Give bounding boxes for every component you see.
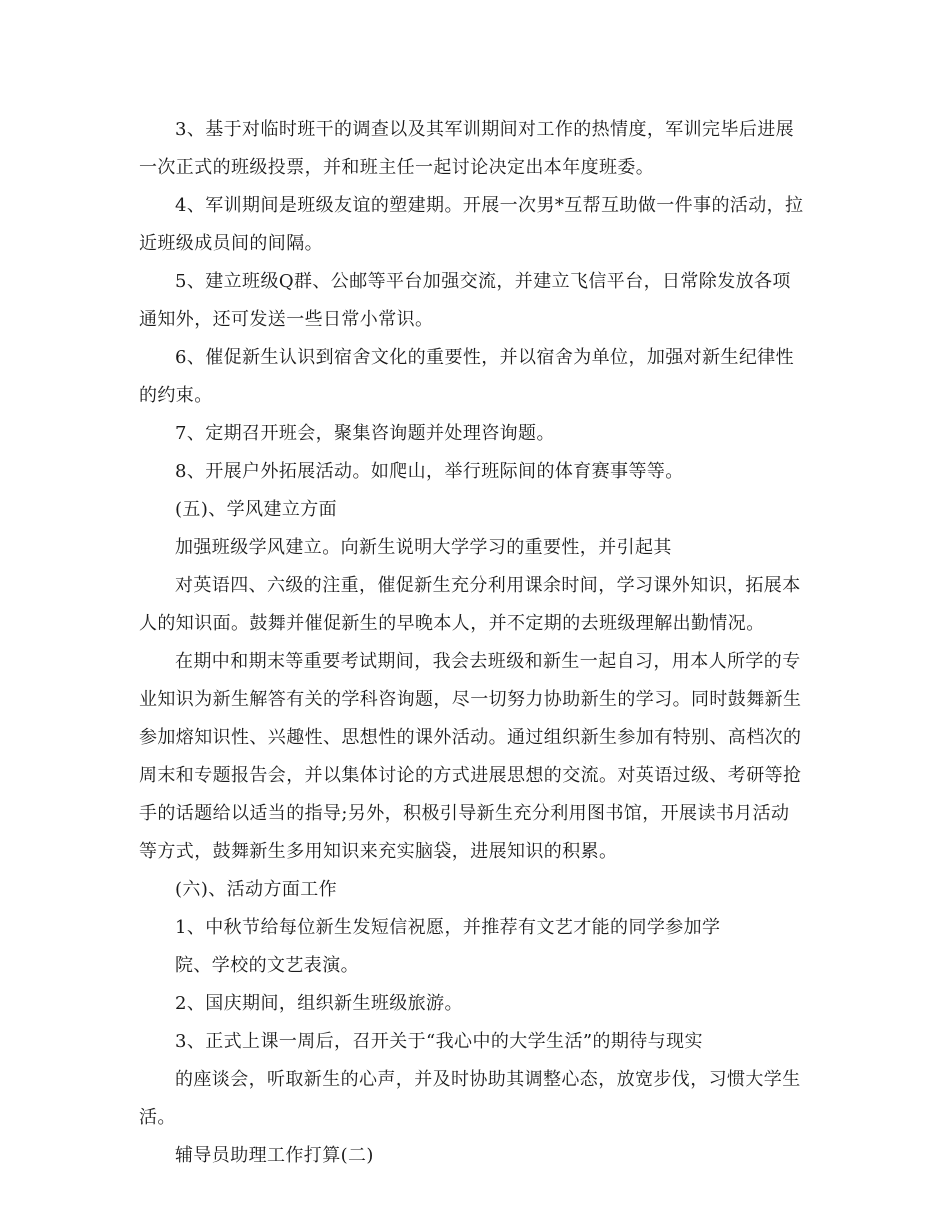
- paragraph-line: 的约束。: [139, 385, 213, 406]
- paragraph-line: 在期中和期末等重要考试期间，我会去班级和新生一起自习，用本人所学的专: [175, 651, 801, 672]
- paragraph-line: 8、开展户外拓展活动。如爬山，举行班际间的体育赛事等等。: [175, 461, 684, 482]
- paragraph-line: 1、中秋节给每位新生发短信祝愿，并推荐有文艺才能的同学参加学: [175, 917, 721, 938]
- paragraph-line: 一次正式的班级投票，并和班主任一起讨论决定出本年度班委。: [139, 157, 655, 178]
- paragraph-line: 等方式，鼓舞新生多用知识来充实脑袋，进展知识的积累。: [139, 841, 618, 862]
- section-title: 辅导员助理工作打算(二): [175, 1145, 374, 1166]
- paragraph-line: 3、正式上课一周后，召开关于“我心中的大学生活”的期待与现实: [175, 1031, 703, 1052]
- paragraph-line: 5、建立班级Q群、公邮等平台加强交流，并建立飞信平台，日常除发放各项: [175, 271, 791, 292]
- paragraph-line: 活。: [139, 1107, 176, 1128]
- paragraph-line: 7、定期召开班会，聚集咨询题并处理咨询题。: [175, 423, 555, 444]
- paragraph-line: 对英语四、六级的注重，催促新生充分利用课余时间，学习课外知识，拓展本: [175, 575, 801, 596]
- paragraph-line: 3、基于对临时班干的调查以及其军训期间对工作的热情度，军训完毕后进展: [175, 119, 795, 140]
- paragraph-line: 近班级成员间的间隔。: [139, 233, 323, 254]
- paragraph-line: 通知外，还可发送一些日常小常识。: [139, 309, 434, 330]
- paragraph-line: 加强班级学风建立。向新生说明大学学习的重要性，并引起其: [175, 537, 672, 558]
- paragraph-line: 手的话题给以适当的指导;另外，积极引导新生充分利用图书馆，开展读书月活动: [139, 803, 790, 824]
- section-heading: (五)、学风建立方面: [175, 499, 338, 520]
- paragraph-line: 参加熔知识性、兴趣性、思想性的课外活动。通过组织新生参加有特别、高档次的: [139, 727, 802, 748]
- paragraph-line: 院、学校的文艺表演。: [175, 955, 359, 976]
- paragraph-line: 人的知识面。鼓舞并催促新生的早晚本人，并不定期的去班级理解出勤情况。: [139, 613, 765, 634]
- paragraph-line: 6、催促新生认识到宿舍文化的重要性，并以宿舍为单位，加强对新生纪律性: [175, 347, 795, 368]
- paragraph-line: 4、军训期间是班级友谊的塑建期。开展一次男*互帮互助做一件事的活动，拉: [175, 195, 804, 216]
- paragraph-line: 2、国庆期间，组织新生班级旅游。: [175, 993, 463, 1014]
- paragraph-line: 周末和专题报告会，并以集体讨论的方式进展思想的交流。对英语过级、考研等抢: [139, 765, 802, 786]
- paragraph-line: 业知识为新生解答有关的学科咨询题，尽一切努力协助新生的学习。同时鼓舞新生: [139, 689, 802, 710]
- paragraph-line: 的座谈会，听取新生的心声，并及时协助其调整心态，放宽步伐，习惯大学生: [175, 1069, 801, 1090]
- section-heading: (六)、活动方面工作: [175, 879, 338, 900]
